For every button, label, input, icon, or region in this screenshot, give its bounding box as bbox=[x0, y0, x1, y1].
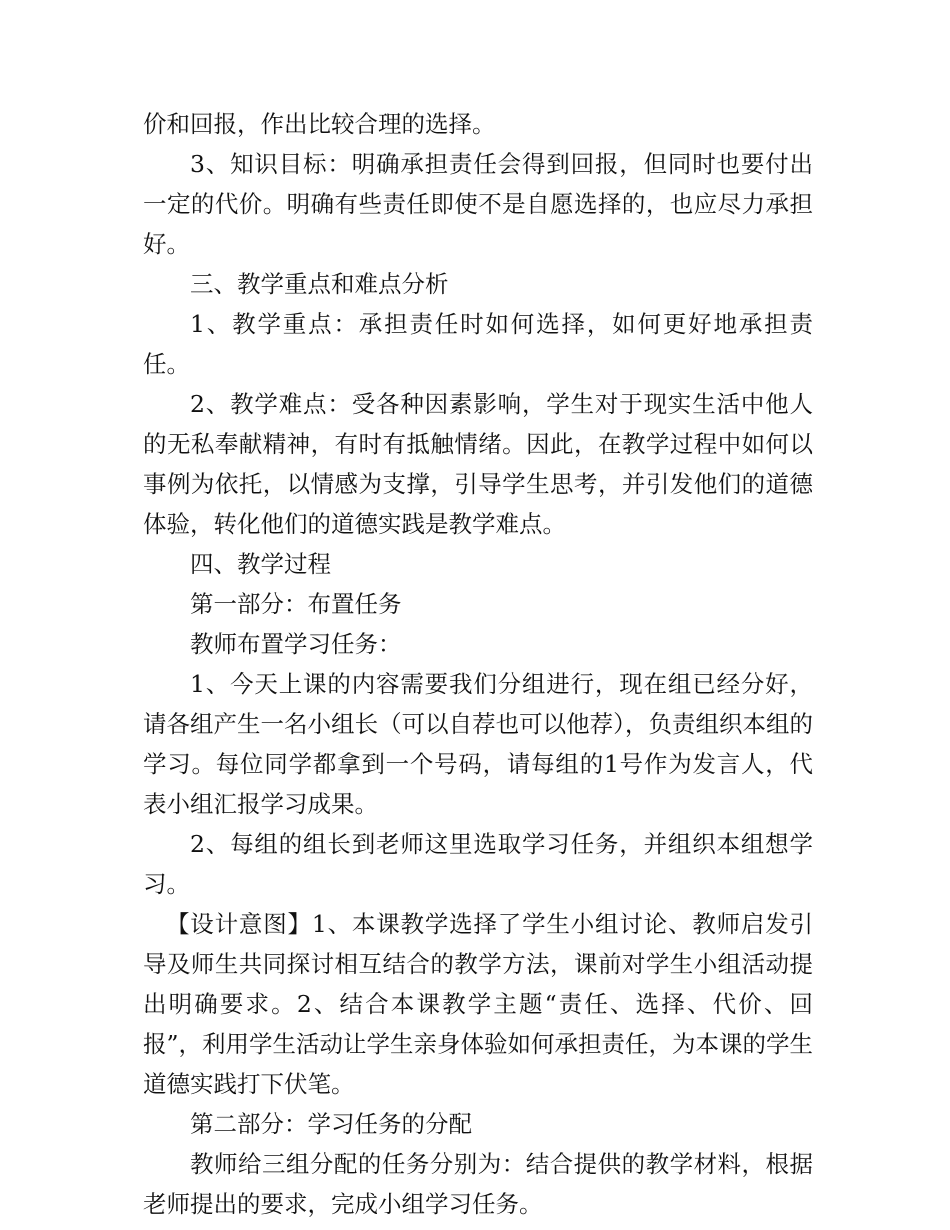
paragraph-task-allocation: 教师给三组分配的任务分别为：结合提供的教学材料，根据老师提出的要求，完成小组学习任务。 bbox=[143, 1150, 813, 1218]
paragraph-design-intent: 【设计意图】1、本课教学选择了学生小组讨论、教师启发引导及师生共同探讨相互结合的教学方法，课前对学生小组活动提出明确要求。2、结合本课教学主题“责任、选择、代价、回报”，利用学生活动让学生亲身体验如何承担责任，为本课的学生道德实践打下伏笔。 bbox=[143, 910, 814, 1098]
section-heading-teaching-process: 四、教学过程 bbox=[190, 550, 331, 578]
paragraph-task-one: 1、今天上课的内容需要我们分组进行，现在组已经分好，请各组产生一名小组长（可以自荐也可以他荐），负责组织本组的学习。每位同学都拿到一个号码，请每组的1号作为发言人，代表小组汇报学习成果。 bbox=[143, 670, 813, 818]
paragraph-task-two: 2、每组的组长到老师这里选取学习任务，并组织本组想学习。 bbox=[143, 830, 813, 898]
subheading-part-one: 第一部分：布置任务 bbox=[190, 590, 402, 618]
section-heading-key-points: 三、教学重点和难点分析 bbox=[190, 270, 449, 298]
paragraph-teaching-focus: 1、教学重点：承担责任时如何选择，如何更好地承担责任。 bbox=[143, 310, 813, 378]
paragraph-teacher-assigns: 教师布置学习任务： bbox=[190, 630, 402, 658]
paragraph-knowledge-goal: 3、知识目标：明确承担责任会得到回报，但同时也要付出一定的代价。明确有些责任即使不是自愿选择的，也应尽力承担好。 bbox=[143, 150, 813, 258]
paragraph-continuation: 价和回报，作出比较合理的选择。 bbox=[143, 110, 496, 138]
subheading-part-two: 第二部分：学习任务的分配 bbox=[190, 1110, 472, 1138]
document-body bbox=[143, 104, 813, 1224]
paragraph-teaching-difficulty: 2、教学难点：受各种因素影响，学生对于现实生活中他人的无私奉献精神，有时有抵触情绪。因此，在教学过程中如何以事例为依托，以情感为支撑，引导学生思考，并引发他们的道德体验，转化他们的道德实践是教学难点。 bbox=[143, 390, 813, 538]
